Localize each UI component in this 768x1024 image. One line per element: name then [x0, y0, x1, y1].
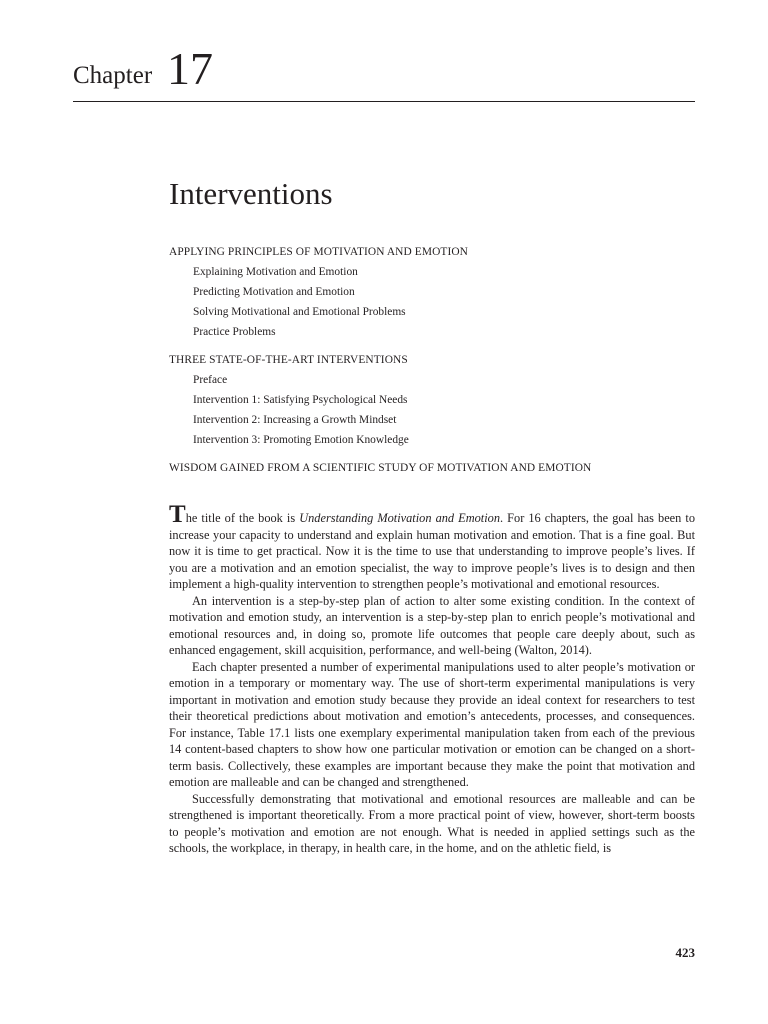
page-number: 423	[675, 945, 695, 960]
chapter-title: Interventions	[169, 176, 333, 211]
book-title-italic: Understanding Motivation and Emotion	[299, 511, 500, 525]
chapter-number: 17	[167, 43, 213, 94]
chapter-outline	[169, 246, 709, 475]
outline-section-heading: THREE STATE-OF-THE-ART INTERVENTIONS	[169, 354, 408, 366]
paragraph: The title of the book is Understanding Motivation and Emotion. For 16 chapters, the goal has been to increase your capacity to understand and explain human motivation and emotion. That is a fine goal. But now it is time to get practical. Now it is the time to use that understanding to improve people’s lives. If you are a motivation and an emotion specialist, the way to improve people’s lives is to design and then implement a high-quality intervention to strengthen people’s motivational and emotional resources.	[169, 501, 695, 591]
outline-section-heading: APPLYING PRINCIPLES OF MOTIVATION AND EMOTION	[169, 246, 469, 258]
chapter-body	[169, 501, 695, 857]
outline-item: Preface	[193, 374, 228, 386]
chapter-header	[73, 44, 695, 102]
outline-item: Intervention 1: Satisfying Psychological Needs	[193, 394, 408, 406]
paragraph: Each chapter presented a number of experimental manipulations used to alter people’s motivation or emotion in a temporary or momentary way. The use of short-term experimental manipulations is very important in motivation and emotion study because they provide an ideal context for researchers to test their theoretical predictions about motivation and emotion’s antecedents, processes, and consequences. For instance, Table 17.1 lists one exemplary experimental manipulation taken from each of the previous 14 content-based chapters to show how one particular motivation or emotion can be changed on a short-term basis. Collectively, these examples are important because they make the point that motivation and emotion are malleable and can be changed and strengthened.	[169, 659, 695, 789]
drop-cap: T	[169, 501, 186, 528]
outline-item: Intervention 2: Increasing a Growth Mindset	[193, 414, 397, 426]
outline-item: Predicting Motivation and Emotion	[193, 286, 355, 298]
outline-item: Explaining Motivation and Emotion	[193, 266, 358, 278]
paragraph: Successfully demonstrating that motivational and emotional resources are malleable and can be strengthened is important theoretically. From a more practical point of view, however, short-term boosts to people’s motivation and emotion are not enough. What is needed in applied settings such as the schools, the workplace, in therapy, in health care, in the home, and on the athletic field, is	[169, 791, 695, 855]
chapter-label: Chapter	[73, 62, 153, 89]
outline-item: Solving Motivational and Emotional Problems	[193, 306, 406, 318]
paragraph: An intervention is a step-by-step plan of action to alter some existing condition. In the context of motivation and emotion study, an intervention is a step-by-step plan to enrich people’s motivational and emotional resources and, in doing so, promote life outcomes that people care deeply about, such as enhanced engagement, skill acquisition, performance, and well-being (Walton, 2014).	[169, 593, 695, 657]
outline-section-heading: WISDOM GAINED FROM A SCIENTIFIC STUDY OF MOTIVATION AND EMOTION	[169, 462, 592, 474]
outline-item: Intervention 3: Promoting Emotion Knowledge	[193, 434, 409, 446]
outline-item: Practice Problems	[193, 326, 276, 338]
